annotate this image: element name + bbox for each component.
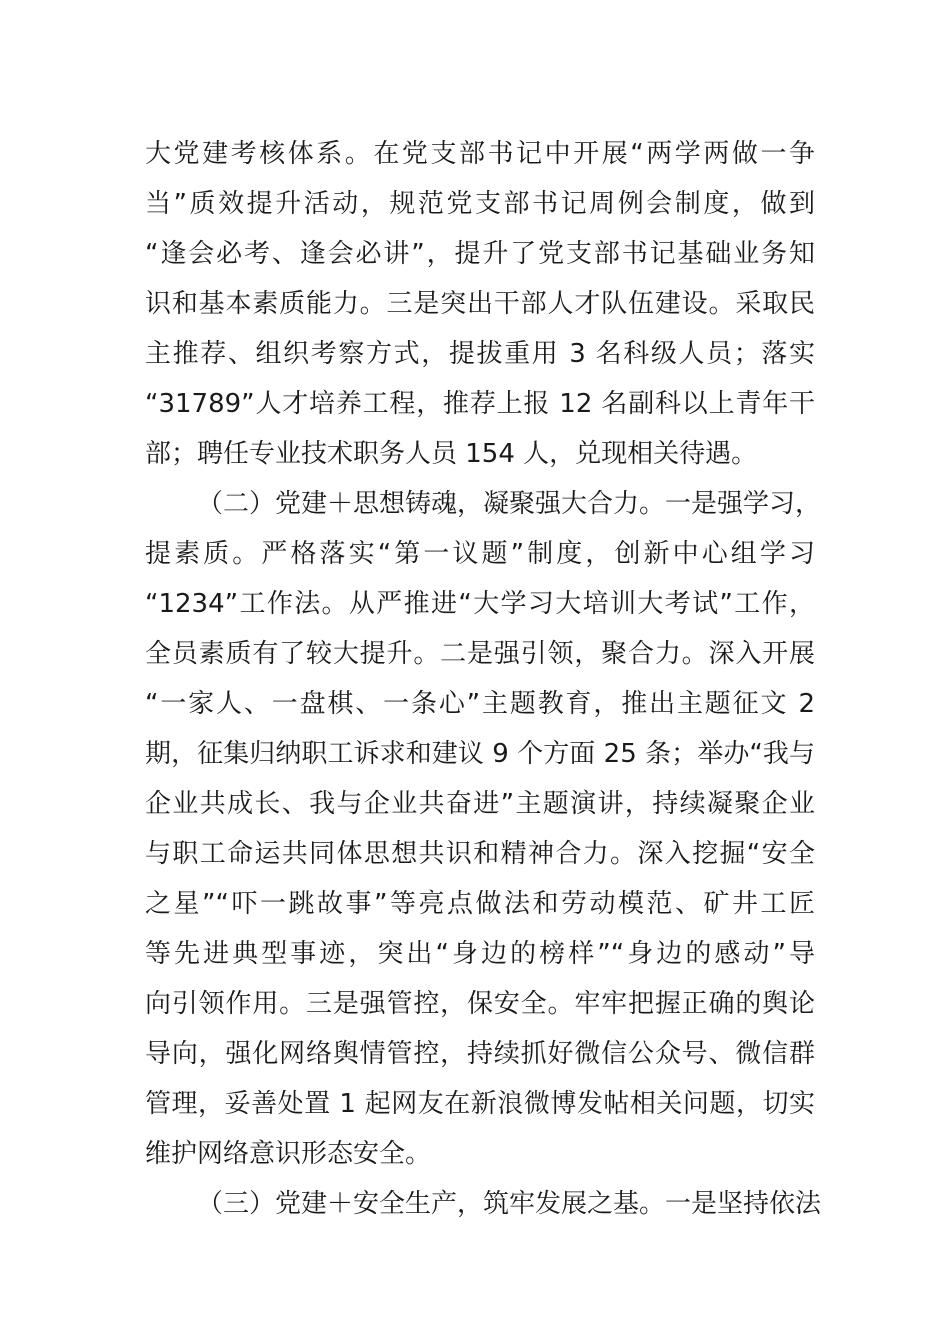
section-heading-line: （三）党建＋安全生产，筑牢发展之基。一是坚持依法 bbox=[197, 1189, 822, 1219]
body-text-line: 导向，强化网络舆情管控，持续抓好微信公众号、微信群 bbox=[145, 1039, 815, 1069]
body-text-line: 主推荐、组织考察方式，提拔重用 3 名科级人员；落实 bbox=[145, 339, 815, 369]
body-text-line: “一家人、一盘棋、一条心”主题教育，推出主题征文 2 bbox=[145, 689, 815, 719]
body-text-line: “逢会必考、逢会必讲”，提升了党支部书记基础业务知 bbox=[145, 239, 815, 269]
body-text-line: 大党建考核体系。在党支部书记中开展“两学两做一争 bbox=[145, 139, 815, 169]
body-text-line: 当”质效提升活动，规范党支部书记周例会制度，做到 bbox=[145, 189, 815, 219]
body-text-line: 向引领作用。三是强管控，保安全。牢牢把握正确的舆论 bbox=[145, 989, 815, 1019]
body-text-line: 识和基本素质能力。三是突出干部人才队伍建设。采取民 bbox=[145, 289, 815, 319]
body-text-line: 管理，妥善处置 1 起网友在新浪微博发帖相关问题，切实 bbox=[145, 1089, 815, 1119]
body-text-line: 期，征集归纳职工诉求和建议 9 个方面 25 条；举办“我与 bbox=[145, 739, 815, 769]
section-heading-line: （二）党建＋思想铸魂，凝聚强大合力。一是强学习， bbox=[197, 489, 822, 519]
body-text-line: “31789”人才培养工程，推荐上报 12 名副科以上青年干 bbox=[145, 389, 815, 419]
body-text-line: 等先进典型事迹，突出“身边的榜样”“身边的感动”导 bbox=[145, 939, 815, 969]
body-text-line: 之星”“吓一跳故事”等亮点做法和劳动模范、矿井工匠 bbox=[145, 889, 815, 919]
body-text-line: 全员素质有了较大提升。二是强引领，聚合力。深入开展 bbox=[145, 639, 815, 669]
body-text-line: 维护网络意识形态安全。 bbox=[145, 1139, 432, 1169]
body-text-line: 提素质。严格落实“第一议题”制度，创新中心组学习 bbox=[145, 539, 815, 569]
body-text-line: 与职工命运共同体思想共识和精神合力。深入挖掘“安全 bbox=[145, 839, 815, 869]
body-text-line: 企业共成长、我与企业共奋进”主题演讲，持续凝聚企业 bbox=[145, 789, 815, 819]
body-text-line: 部；聘任专业技术职务人员 154 人，兑现相关待遇。 bbox=[145, 439, 758, 469]
body-text-line: “1234”工作法。从严推进“大学习大培训大考试”工作， bbox=[145, 589, 815, 619]
